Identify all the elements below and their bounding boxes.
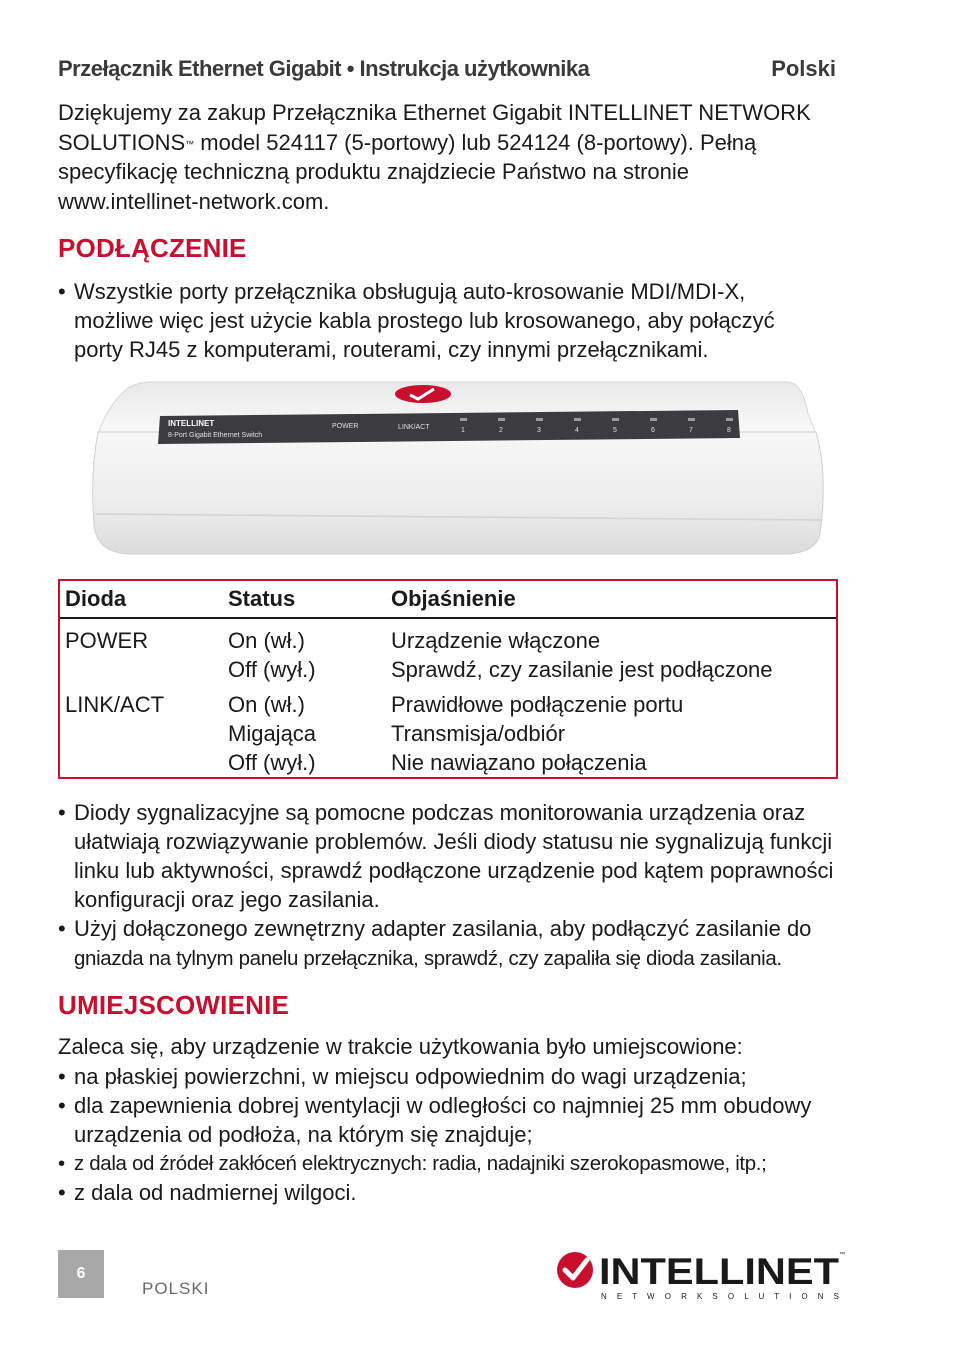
table-cell-explanation: Sprawdź, czy zasilanie jest podłączone: [391, 657, 773, 682]
port-led-icon: [650, 418, 657, 421]
port-led-icon: [574, 418, 581, 421]
switch-product-image: [88, 374, 828, 560]
port-number-label: 3: [537, 427, 541, 434]
logo-subtext: N E T W O R K S O L U T I O N S: [601, 1292, 839, 1301]
port-led-icon: [612, 418, 619, 421]
header-language: Polski: [771, 56, 836, 81]
intro-line: Dziękujemy za zakup Przełącznika Ethernet Gigabit INTELLINET NETWORK: [58, 100, 811, 125]
table-cell-explanation: Transmisja/odbiór: [391, 721, 566, 746]
table-header-diode: Dioda: [65, 586, 127, 611]
list-item: [58, 914, 838, 973]
port-number-label: 5: [613, 427, 617, 434]
port-number-label: 8: [727, 427, 731, 434]
table-cell-diode: LINK/ACT: [65, 692, 165, 717]
intro-url: www.intellinet-network.com.: [58, 188, 330, 214]
port-led-icon: [498, 418, 505, 421]
led-status-table: [58, 579, 838, 779]
table-cell-status: Off (wył.): [228, 657, 316, 682]
footer-language: POLSKI: [142, 1279, 210, 1298]
list-item-text: Użyj dołączonego zewnętrzny adapter zasilania, aby podłączyć zasilanie do: [74, 916, 812, 941]
power-led-label: POWER: [332, 423, 359, 430]
table-cell-explanation: Nie nawiązano połączenia: [391, 750, 647, 775]
port-number-label: 1: [461, 427, 465, 434]
link-led-label: LINK/ACT: [398, 424, 430, 431]
intro-line: specyfikację techniczną produktu znajdziecie Państwo na stronie: [58, 159, 690, 184]
list-item: • z dala od nadmiernej wilgoci.: [58, 1178, 848, 1207]
port-led-icon: [536, 418, 543, 421]
page-header: [58, 56, 836, 86]
table-cell-status: On (wł.): [228, 628, 305, 653]
list-item-text: gniazda na tylnym panelu przełącznika, sprawdź, czy zapaliła się dioda zasilania.: [74, 947, 782, 970]
port-number-label: 2: [499, 427, 503, 434]
device-brand: INTELLINET: [168, 419, 215, 428]
trademark-mark: ™: [185, 138, 195, 149]
intro-text: model 524117 (5-portowy) lub 524124 (8-portowy). Pełną: [194, 129, 757, 155]
section-title-connection: PODŁĄCZENIE: [58, 233, 247, 263]
port-number-label: 4: [575, 427, 579, 434]
placement-intro: Zaleca się, aby urządzenie w trakcie użytkowania było umiejscowione:: [58, 1034, 743, 1059]
table-header-row: [60, 581, 836, 619]
list-item: • Diody sygnalizacyjne są pomocne podczas monitorowania urządzenia oraz ułatwiają rozwiązywanie problemów. Jeśli diody statusu nie sygnalizują funkcji linku lub aktywności, sprawdź podłączone urządzenie pod kątem poprawności konfiguracji oraz jego zasilania.: [58, 798, 838, 914]
table-cell-explanation: Prawidłowe podłączenie portu: [391, 692, 684, 717]
intro-line: [58, 128, 838, 158]
led-bullet-list: [58, 798, 838, 973]
page-number: 6: [58, 1250, 104, 1298]
table-cell-status: Off (wył.): [228, 750, 316, 775]
list-item: • dla zapewnienia dobrej wentylacji w odległości co najmniej 25 mm obudowy urządzenia od podłoża, na którym się znajduje;: [58, 1091, 848, 1149]
intro-paragraph: [58, 98, 838, 216]
device-model-label: 8-Port Gigabit Ethernet Switch: [168, 432, 263, 439]
section-title-placement: UMIEJSCOWIENIE: [58, 990, 290, 1020]
document-title: Przełącznik Ethernet Gigabit • Instrukcja użytkownika: [58, 56, 590, 81]
logo-trademark: ™: [839, 1252, 845, 1258]
logo-wordmark: INTELLINET: [599, 1251, 840, 1292]
placement-bullet-list: [58, 1062, 848, 1207]
port-led-icon: [460, 418, 467, 421]
table-cell-diode: POWER: [65, 628, 149, 653]
list-item: • z dala od źródeł zakłóceń elektrycznych: radia, nadajniki szerokopasmowe, itp.;: [58, 1149, 848, 1178]
table-cell-status: On (wł.): [228, 692, 305, 717]
intellinet-logo: [555, 1244, 845, 1304]
intro-text: SOLUTIONS: [58, 129, 186, 155]
port-number-label: 7: [689, 427, 693, 434]
port-led-icon: [688, 418, 695, 421]
table-cell-explanation: Urządzenie włączone: [391, 628, 601, 653]
port-number-label: 6: [651, 427, 655, 434]
list-item: • na płaskiej powierzchni, w miejscu odpowiednim do wagi urządzenia;: [58, 1062, 848, 1091]
list-item: • Wszystkie porty przełącznika obsługują auto-krosowanie MDI/MDI-X, możliwe więc jest użycie kabla prostego lub krosowanego, aby połączyć porty RJ45 z komputerami, routerami, czy innymi przełącznikami.: [58, 277, 828, 364]
table-header-explanation: Objaśnienie: [391, 586, 516, 611]
connection-bullet-list: [58, 277, 828, 364]
logo-check-icon: [557, 1252, 593, 1288]
table-cell-status: Migająca: [228, 721, 317, 746]
table-header-status: Status: [228, 586, 296, 611]
port-led-icon: [726, 418, 733, 421]
switch-logo-icon: [395, 385, 451, 403]
